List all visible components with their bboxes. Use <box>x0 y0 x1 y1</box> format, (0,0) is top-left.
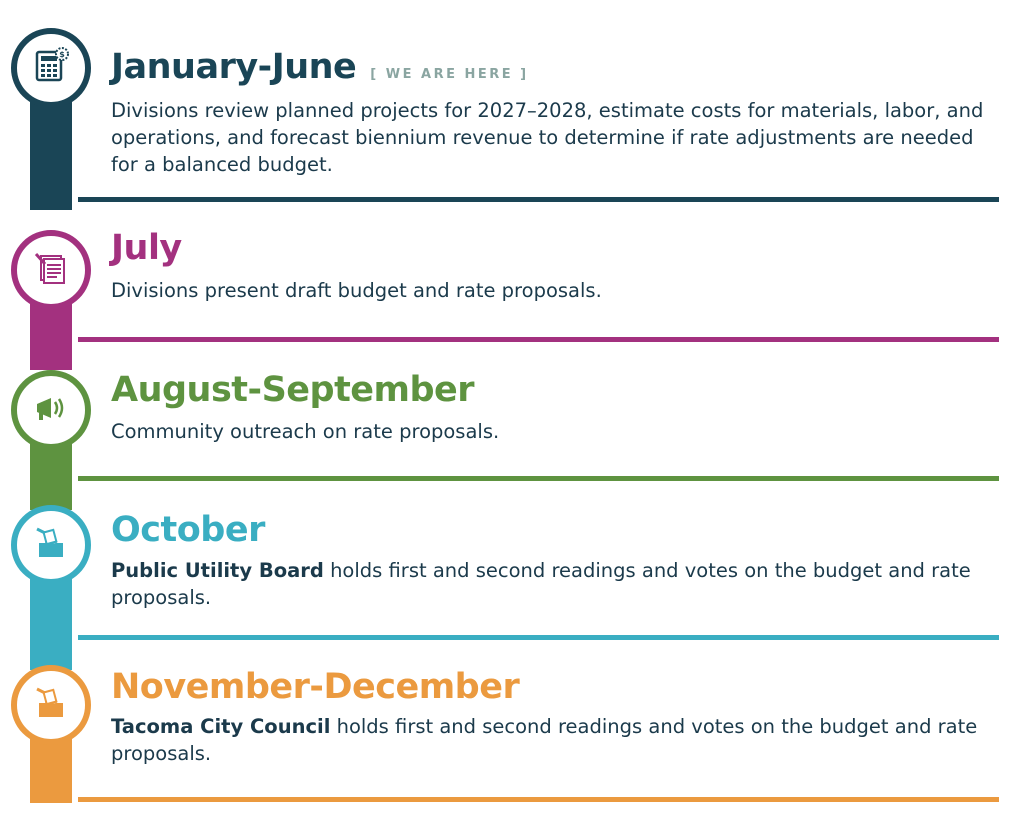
stage-node <box>11 505 91 585</box>
stage-divider <box>78 797 999 802</box>
calculator-icon <box>31 46 71 90</box>
stage-description <box>111 557 984 611</box>
stage-node <box>11 665 91 745</box>
stage-title: November-December <box>111 667 520 707</box>
stage-january-june <box>0 0 1024 205</box>
stage-title: October <box>111 510 265 550</box>
stage-title: August-September <box>111 370 475 410</box>
stage-description-text: holds first and second readings and votes on the budget and rate proposals. <box>111 715 978 765</box>
stage-node <box>11 370 91 450</box>
svg-text:$: $ <box>59 50 65 59</box>
documents-icon <box>31 248 71 292</box>
ballot-box-icon <box>31 523 71 567</box>
stage-divider <box>78 635 999 640</box>
stage-description: Community outreach on rate proposals. <box>111 420 500 443</box>
stage-divider <box>78 197 999 202</box>
stage-description: Divisions present draft budget and rate proposals. <box>111 279 602 302</box>
stage-description: Divisions review planned projects for 2027–2028, estimate costs for materials, labor, and operations, and forecast biennium revenue to determine if rate adjustments are needed for a balanced budget. <box>111 99 984 176</box>
stage-divider <box>78 476 999 481</box>
we-are-here-badge: [ WE ARE HERE ] <box>370 67 529 82</box>
megaphone-icon <box>31 388 71 432</box>
stage-description <box>111 713 984 767</box>
ballot-box-icon <box>31 683 71 727</box>
stage-description-bold: Public Utility Board <box>111 559 324 582</box>
stage-title: January-June <box>111 47 357 87</box>
stage-description-text: holds first and second readings and votes on the budget and rate proposals. <box>111 559 971 609</box>
stage-divider <box>78 337 999 342</box>
stage-node <box>11 28 91 108</box>
stage-node <box>11 230 91 310</box>
stage-description-bold: Tacoma City Council <box>111 715 331 738</box>
stage-title: July <box>111 228 182 268</box>
